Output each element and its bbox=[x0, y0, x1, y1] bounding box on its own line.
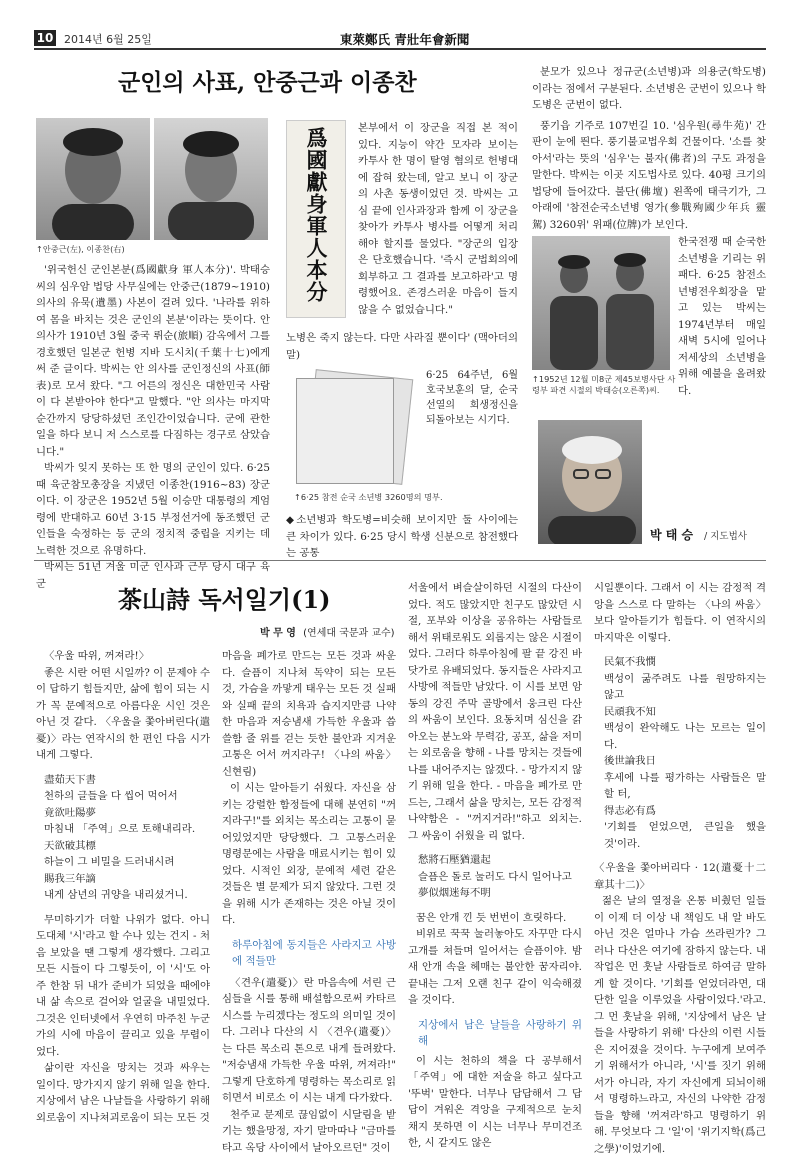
paragraph: 서울에서 벼슬살이하던 시절의 다산이었다. 적도 많았지만 친구도 많았던 시절, 포부와 이상을 공유하는 사람들로 해서 위태로워도 외롭지는 않은 시절이었다. 그러다 하루아침에 팔 끝 강진 바닷가로 유배되었다. 동지들은 사라지고 사방에 적들만 남았다. 이 시를 보면 암동의 강진 주막 골방에서 웅크린 다산의 싸움이 보인다. 요동치며 심신을 갉아오는 분노와 무력감, 공포, 삶을 저미는 외로움을 향해 - 나를 망치는 것들에 나를 내어주지는 않겠다. - 망가지지 않기 위해 일을 한다. - 마음을 폐가로 만드는, 그래서 삶을 망치는, 모든 감정적 나약함은 - "꺼지거라!"하고 외치는. 그 싸움이 쉬웠을 리 없다. bbox=[408, 582, 582, 842]
article1-quote: 노병은 죽지 않는다. 다만 사라질 뿐이다' (맥아더의 말) bbox=[286, 332, 518, 361]
poem-line: 竟欲吐陽夢 bbox=[44, 806, 96, 819]
poem-line: 백성이 완악해도 나는 모르는 일이다. bbox=[604, 722, 766, 751]
portrait-silhouette-icon bbox=[36, 118, 150, 240]
masthead: 東萊鄭氏 青壯年會新聞 bbox=[340, 32, 470, 47]
paragraph: 〈견우(遣憂)〉란 마음속에 서린 근심들을 시를 통해 배설함으로써 카타르시스를 누리겠다는 정도의 의미일 것이다. 그러나 다산의 시 〈견우(遣憂)〉는 다른 목소리 톤으로 내게 들려왔다. "저승냄새 가득한 우울 따위, 꺼져라!" 그렇게 단호하게 명령하는 목소리로 읽히면서 비로소 이 시는 내게 다가왔다. bbox=[222, 976, 396, 1104]
paragraph: 천주교 문제로 끊임없이 시달림을 받기는 했을망정, 자기 말마따나 "금마를 타고 옥당 사이에서 날아오르던" 것이 bbox=[222, 1108, 396, 1154]
paragraph: 분모가 있으나 정규군(소년병)과 의용군(학도병)이라는 점에서 구분된다. 소년병은 군번이 있으나 학도병은 군번이 없다. bbox=[532, 66, 766, 111]
paragraph: 〈우울 따위, 꺼져라!〉 bbox=[44, 650, 150, 662]
poem-line: 夢似烟迷每不明 bbox=[418, 887, 491, 899]
poem-line: 後世論我日 bbox=[604, 755, 656, 767]
photo-ahn-junggeun bbox=[36, 118, 150, 240]
poem-line: 하늘이 그 비밀을 드러내시려 bbox=[44, 856, 175, 868]
header-date: 2014년 6월 25일 bbox=[64, 33, 152, 46]
header-rule bbox=[34, 48, 766, 50]
paragraph: 삶이란 자신을 망치는 것과 싸우는 일이다. 망가지지 않기 위해 일을 한다. 지상에서 남은 나날들을 사랑하기 위해 외로움이 지나쳐괴로움이 되는 모든 것 bbox=[36, 1062, 210, 1124]
poem-line: 得志必有爲 bbox=[604, 804, 656, 817]
soldiers-photo-caption: ↑1952년 12월 미8군 제45보병사단 사령부 파견 시절의 박태승(오른쪽)씨. bbox=[532, 374, 676, 395]
poem-block bbox=[44, 772, 210, 904]
poem-block bbox=[604, 654, 766, 852]
poem-line: 愁將石壓猶還起 bbox=[418, 854, 491, 866]
paragraph: 비위로 꾹꾹 눌러놓아도 자꾸만 다시 고개를 쳐들며 일어서는 슬픔이야. 밤새 안개 속을 헤매는 불안한 꿈자리야. 끝내는 그저 오랜 친구 같이 익숙해졌을 것이다. bbox=[408, 928, 582, 1006]
poem-line: 마침내 「주역」으로 토해내리라. bbox=[44, 823, 196, 835]
article2-title: 茶山詩 독서일기(1) bbox=[118, 585, 331, 614]
paragraph: 〈우울을 쫓아버리다 · 12(遣憂十二章其十二)〉 bbox=[594, 862, 766, 891]
subheading: 하루아침에 동지들은 사라지고 사방에 적들만 bbox=[232, 938, 396, 967]
soldier-roster-book bbox=[290, 372, 412, 484]
article1-column-2 bbox=[358, 120, 518, 318]
portrait-role: / 지도법사 bbox=[704, 531, 747, 542]
poem-line: 천하의 글들을 다 씹어 먹어서 bbox=[44, 790, 178, 802]
poem-line: 내게 삼년의 귀양을 내리셨거니. bbox=[44, 889, 188, 901]
poem-line: 슬픔은 돌로 눌러도 다시 일어나고 bbox=[418, 870, 572, 883]
poem-line: 후세에 나를 평가하는 사람들은 말할 터, bbox=[604, 771, 766, 800]
two-soldiers-silhouette-icon bbox=[532, 236, 670, 370]
paragraph: 이 시는 천하의 책을 다 공부해서 「주역」에 대한 저술을 하고 싶다고 '뚜벅' 말한다. 너무나 답답해서 그 답답이 겨워온 격앙을 구제적으로 눈치 채지 못하면 이 시는 너무나 무미건조한, 시 같지도 않은 bbox=[408, 1054, 582, 1149]
poem-line: 盡茹天下書 bbox=[44, 773, 96, 786]
byline-affiliation: (연세대 국문과 교수) bbox=[303, 628, 395, 639]
book-side-caption: 6·25 64주년, 6월 호국보훈의 달, 순국선열의 희생정신을 되돌아보는 시기다. bbox=[426, 370, 518, 426]
photo-lee-jongchan bbox=[154, 118, 268, 240]
poem-line: 賜我三年謫 bbox=[44, 872, 96, 885]
article1-box-text: ◆소년병과 학도병=비슷해 보이지만 둘 사이에는 큰 차이가 있다. 6·25 당시 학생 신분으로 참전했다는 공통 bbox=[286, 514, 518, 559]
paragraph: '위국헌신 군인본분(爲國獻身 軍人本分)'. 박태승씨의 심우암 법당 사무실에는 안중근(1879~1910) 의사의 유묵(遺墨) 사본이 걸려 있다. '나라를 위하여 몸을 바치는 것은 군인의 본분'이라는 뜻이다. 안 의사가 1910년 3월 중국 뤼순(旅順) 감옥에서 그를 경호했던 일본군 헌병 지바 도시치(千葉十七)에게 써 준 글이다. 박씨는 안 의사를 군인정신의 사표(師表)로 모셔 왔다. "그 어른의 정신은 대한민국 사람이 다 본받아야 한다"고 말했다. "안 의사는 마지막 순간까지 당당하셨던 조인간이었습니다. 군에 관한 일을 하다 보니 저 스스로를 다짐하는 경구로 삼았습니다." bbox=[36, 264, 270, 458]
portrait-silhouette-icon bbox=[154, 118, 268, 240]
article2-column-4 bbox=[594, 580, 766, 1157]
article1-column-3 bbox=[532, 64, 766, 233]
elderly-man-silhouette-icon bbox=[538, 420, 642, 544]
paragraph: 젊은 날의 열정을 온통 비췄던 일들이 이제 더 이상 내 책임도 내 알 바도 아닌 것은 얼마나 가슴 쓰라린가? 그러나 다산은 여기에 잠하지 않는다. 내 작업은 먼 훗날 사람들로 하여금 말하게 할 것이다. '기회를 얻었더라면, 대단한 일을 이루었을 사람이었다.'라고. 그 먼 훗날을 위해, '지상에서 남은 날들을 사랑하기 위해' 다산의 이런 시들은 지어졌을 것이다. 누구에게 보여주기 위해서가 아니라, '시'를 짓기 위해서가 아니라, 자기 자신에게 되뇌이해서 명령하느라고, 자신의 나약한 감정들을 향해 '꺼져라'하고 명령하기 위해. 무엇보다 그 '일'이 '위기지학(爲己之學)'이었기에. bbox=[594, 895, 766, 1155]
paragraph: 시일뿐이다. 그래서 이 시는 감정적 격앙을 스스로 다 말하는 〈나의 싸움〉 보다 알아듣기가 힘들다. 이 연작시의 마지막은 이렇다. bbox=[594, 582, 766, 644]
book-caption: ↑6·25 참전 순국 소년병 3260명의 명부. bbox=[294, 492, 443, 502]
article2-column-1 bbox=[36, 648, 210, 1126]
poem-line: 民頑我不知 bbox=[604, 705, 656, 718]
byline bbox=[260, 624, 395, 639]
paragraph: 무미하기가 더할 나위가 없다. 아니 도대체 '시'라고 할 수나 있는 건지 - 처음 보았을 땐 그렇게 생각했다. 그리고 모든 시들이 다 그렇듯이, 이 '시'도 아주 한참 뒤 내가 준비가 되었을 때에야 내 삶 속으로 걸어와 얼굴을 내밀었다. 그것은 인터넷에서 우연히 마주친 누군가의 시에 마음이 끌리고 있을 무렵이었다. bbox=[36, 913, 210, 1058]
subheading: 지상에서 남은 날들을 사랑하기 위해 bbox=[418, 1018, 582, 1047]
paragraph: 마음을 폐가로 만드는 모든 것과 싸운다. 슬픔이 지나쳐 독약이 되는 모든 것, 가슴을 까맣게 태우는 모든 것 실패와 실패 끝의 치욕과 습지지만큼 나약한 마음과 저승냄새 가득한 우울과 씁쓸함 줄 위를 걷는 듯한 불안과 지겨운 고통은 어서 꺼지라구! 〈나의 싸움〉 신현림) bbox=[222, 650, 396, 778]
article1-title: 군인의 사표, 안중근과 이종찬 bbox=[118, 69, 417, 96]
calligraphy-image bbox=[286, 120, 346, 318]
poem-line: '기회를 얻었으면, 큰일을 했을 것'이라. bbox=[604, 821, 766, 850]
article1-column-3-side: 한국전쟁 때 순국한 소년병을 기리는 위패다. 6·25 참전소년병전우회장을 맡고 있는 박씨는 1974년부터 매일 새벽 5시에 일어나 저세상의 소년병을 위해 예불을 올려왔다. bbox=[678, 236, 766, 397]
book-cover-front bbox=[296, 378, 394, 484]
poem-line: 天欲破其標 bbox=[44, 839, 96, 852]
paragraph: 본부에서 이 장군을 직접 본 적이 있다. 지능이 약간 모자라 보이는 카투사 한 명이 탈영 혐의로 헌병대에 잡혀 왔는데, 알고 보니 이 장군의 사촌 동생이었던 것. 박씨는 고심 끝에 인사과장과 함께 이 장군을 찾아가 카투사 병사를 어떻게 처리해야 할지를 물었다. "장군의 입장은 단호했습니다. '즉시 군법회의에 회부하고 그 결과를 보고하라'고 명령했어요. 존경스러운 마음이 들지 않을 수 없었습니다." bbox=[358, 122, 518, 316]
poem-line: 백성이 굶주려도 나를 원망하지는 않고 bbox=[604, 672, 766, 701]
photo-park-taeseung bbox=[538, 420, 642, 544]
paragraph: 풍기읍 기주로 107번길 10. '심우원(尋牛苑)' 간판이 눈에 띈다. 풍기불교법우회 건물이다. '소를 찾아서'라는 뜻의 '심우'는 불자(佛者)의 구도 과정을 말한다. 박씨는 이곳 지도법사로 있다. 40평 크기의 법당에 들어갔다. 불단(佛壇) 왼쪽에 태극기가, 그 아래에 '참전순국소년병 영가(參戰殉國少年兵 靈駕) 3260위' 위패(位牌)가 보인다. bbox=[532, 119, 766, 231]
byline-name: 박 무 영 bbox=[260, 628, 296, 639]
paragraph: 박씨가 잊지 못하는 또 한 명의 군인이 있다. 6·25 때 육군참모총장을 지냈던 이종찬(1916~83) 장군이다. 이 장군은 1952년 5월 이승만 대통령의 계엄령에 반대하고 60년 3·15 부정선거에 동조했던 군인들을 숙정하는 등 군의 정치적 중립을 지키는 데 노력한 것으로 유명하다. bbox=[36, 462, 270, 557]
photo-caption: ↑안중근(左), 이종찬(右) bbox=[36, 244, 125, 254]
paragraph: 꿈은 안개 낀 듯 번번이 흐릿하다. bbox=[416, 911, 567, 924]
paragraph: 이 시는 알아듣기 쉬웠다. 자신을 삼키는 강렬한 함정들에 대해 분연히 "꺼지라구!"를 외치는 목소리는 고통이 묻어있었지만 당당했다. 그 고통스러운 명령문에는 사람을 매료시키는 힘이 있었다. 시적인 외장, 문예적 세련 같은 것들은 별 문제가 되지 않았다. 그런 것을 위해 시가 존재하는 것은 아닐 것이다. bbox=[222, 782, 396, 926]
poem-block bbox=[418, 852, 582, 902]
paragraph: 좋은 시란 어떤 시일까? 이 문제야 수 이 답하기 힘들지만, 삶에 힘이 되는 시가 꼭 문예적으로 아름다운 시인 것은 아닌 것 같다. 〈우울을 쫓아버린다(遣憂)〉라는 연작시의 한 편인 다음 시가 내게 그렇다. bbox=[36, 666, 210, 761]
calligraphy-text: 爲國獻身軍人本分 bbox=[304, 127, 329, 303]
article2-column-2 bbox=[222, 648, 396, 1156]
page-number: 10 bbox=[34, 30, 56, 46]
portrait-name: 박 태 승 bbox=[650, 528, 694, 542]
article2-column-3 bbox=[408, 580, 582, 1152]
photo-1952-soldiers bbox=[532, 236, 670, 370]
poem-line: 民氣不我憫 bbox=[604, 656, 656, 668]
article1-column-1 bbox=[36, 262, 270, 592]
paragraph: 박씨는 51년 겨울 미군 인사과 근무 당시 대구 육군 bbox=[36, 561, 270, 590]
section-divider bbox=[34, 560, 766, 561]
